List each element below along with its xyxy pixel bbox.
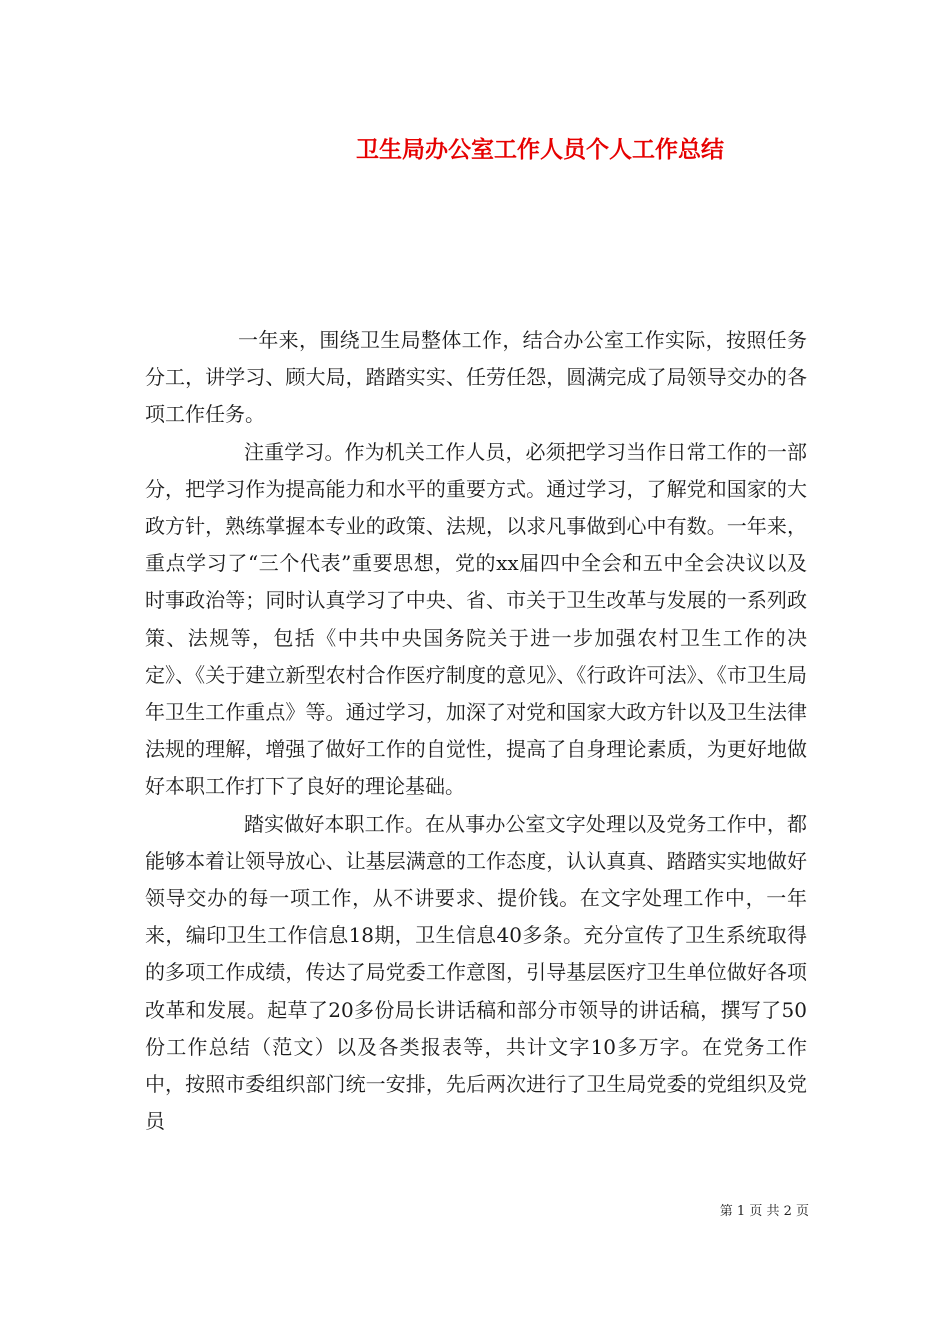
paragraph-intro: 一年来，围绕卫生局整体工作，结合办公室工作实际，按照任务分工，讲学习、顾大局，踏踏实实、任劳任怨，圆满完成了局领导交办的各项工作任务。	[145, 328, 807, 427]
document-title: 卫生局办公室工作人员个人工作总结	[356, 136, 724, 163]
document-body	[145, 322, 807, 1140]
paragraph-work: 踏实做好本职工作。在从事办公室文字处理以及党务工作中，都能够本着让领导放心、让基层满意的工作态度，认认真真、踏踏实实地做好领导交办的每一项工作，从不讲要求、提价钱。在文字处理工作中，一年来，编印卫生工作信息18期，卫生信息40多条。充分宣传了卫生系统取得的多项工作成绩，传达了局党委工作意图，引导基层医疗卫生单位做好各项改革和发展。起草了20多份局长讲话稿和部分市领导的讲话稿，撰写了50份工作总结（范文）以及各类报表等，共计文字10多万字。在党务工作中，按照市委组织部门统一安排，先后两次进行了卫生局党委的党组织及党员	[145, 811, 807, 1134]
paragraph-study: 注重学习。作为机关工作人员，必须把学习当作日常工作的一部分，把学习作为提高能力和水平的重要方式。通过学习，了解党和国家的大政方针，熟练掌握本专业的政策、法规，以求凡事做到心中有数。一年来，重点学习了“三个代表”重要思想，党的xx届四中全会和五中全会决议以及时事政治等；同时认真学习了中央、省、市关于卫生改革与发展的一系列政策、法规等，包括《中共中央国务院关于进一步加强农村卫生工作的决定》、《关于建立新型农村合作医疗制度的意见》、《行政许可法》、《市卫生局年卫生工作重点》等。通过学习，加深了对党和国家大政方针以及卫生法律法规的理解，增强了做好工作的自觉性，提高了自身理论素质，为更好地做好本职工作打下了良好的理论基础。	[145, 439, 807, 799]
page-number: 第 1 页 共 2 页	[719, 1204, 809, 1219]
